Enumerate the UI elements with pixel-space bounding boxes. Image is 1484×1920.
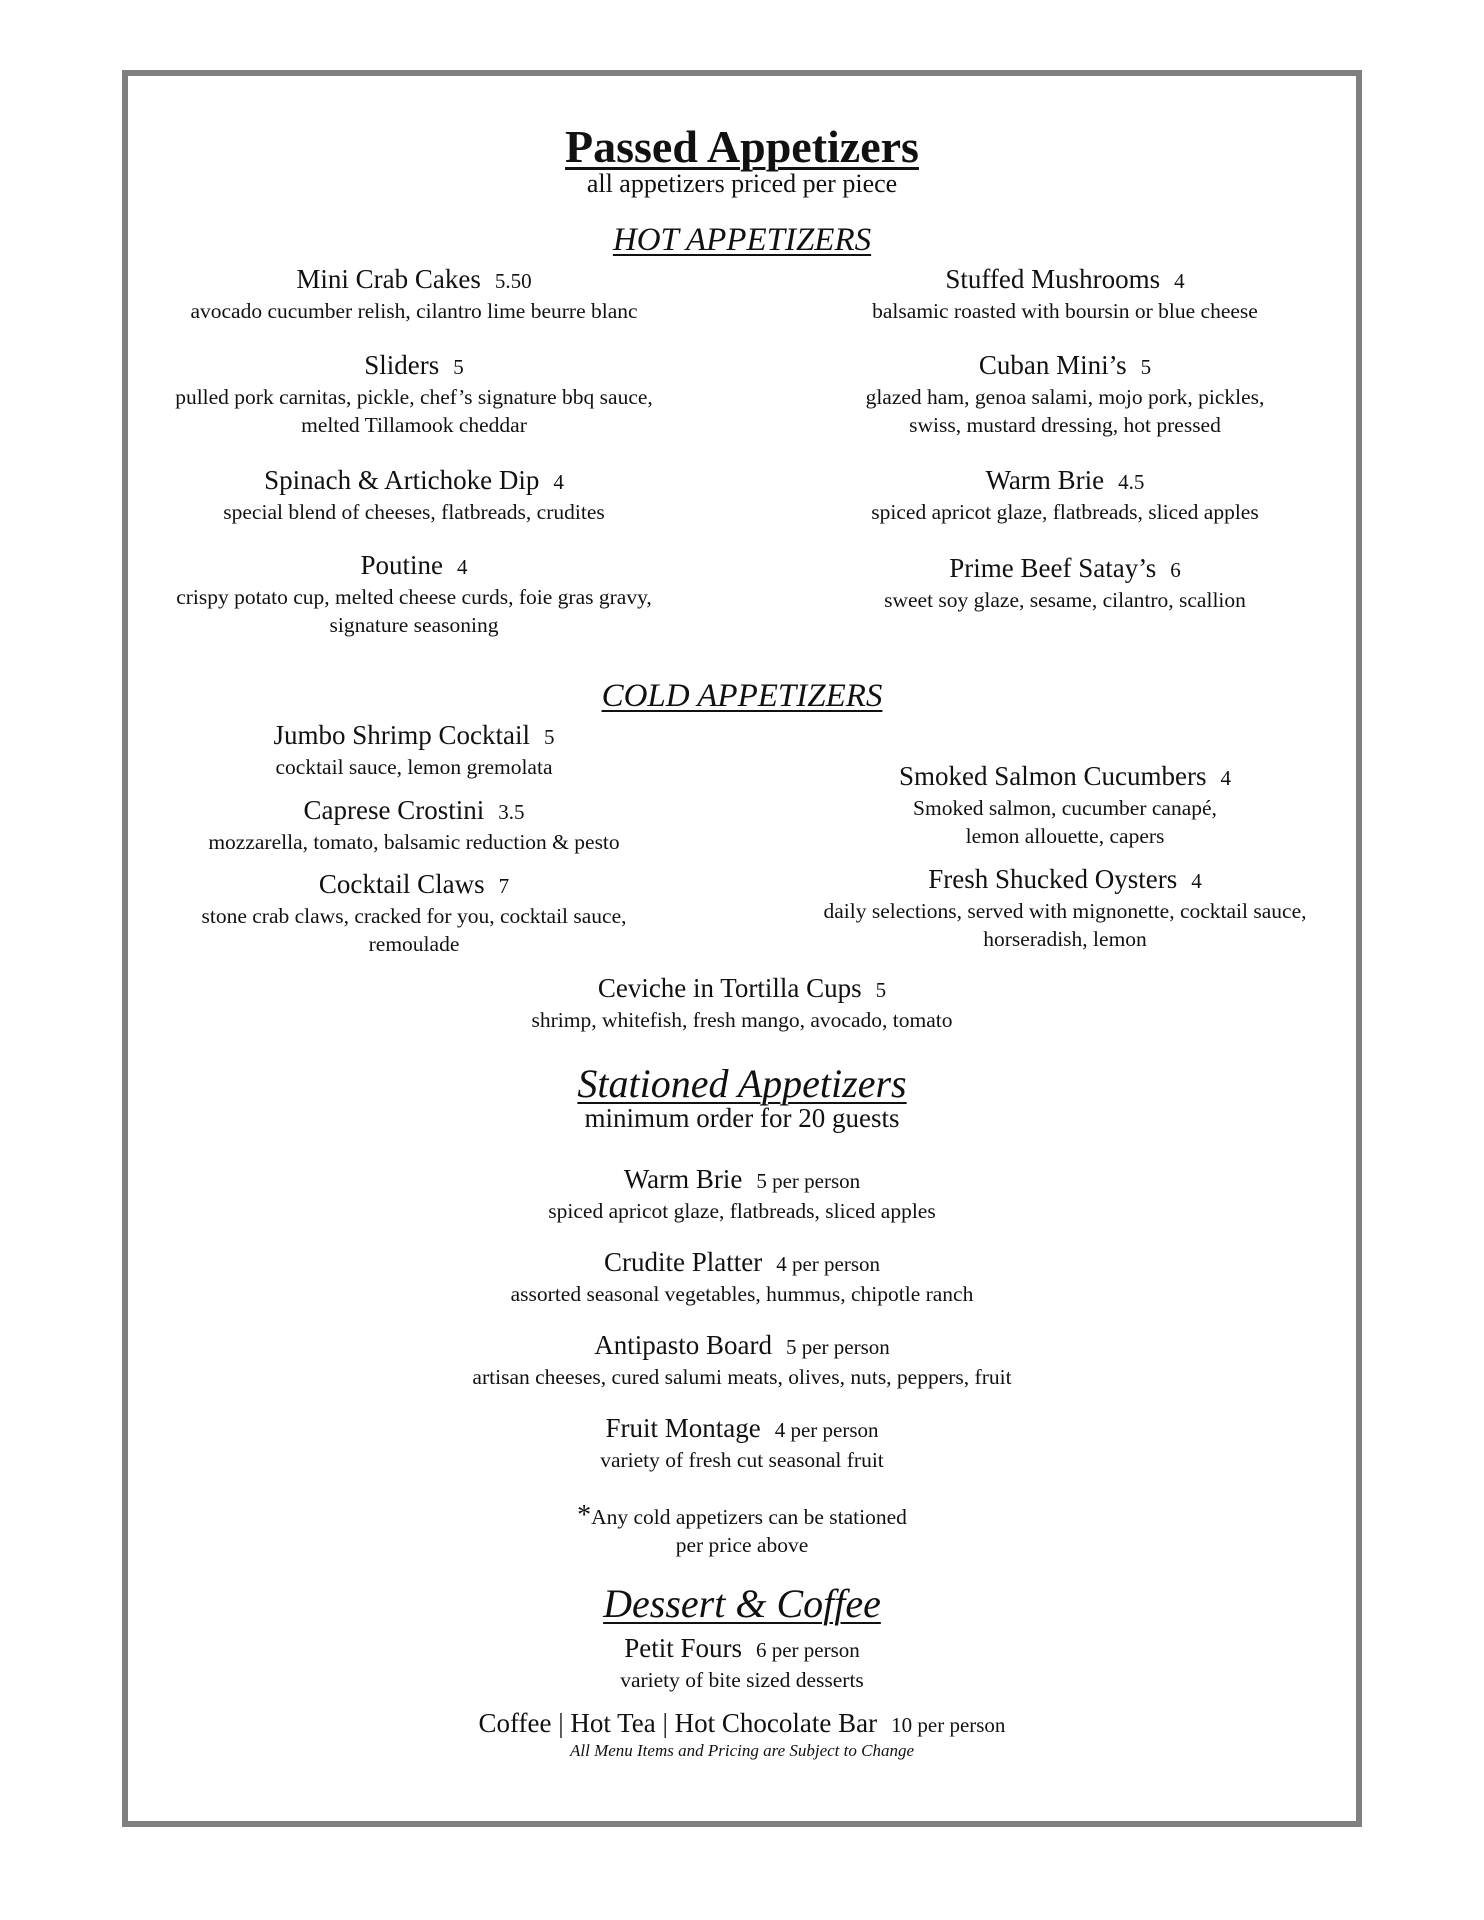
menu-item — [134, 350, 694, 439]
item-price: 5.50 — [494, 269, 532, 293]
note-line: per price above — [675, 1533, 809, 1557]
item-description: signature seasoning — [329, 613, 499, 637]
item-name: Ceviche in Tortilla Cups — [597, 973, 862, 1003]
item-description: Smoked salmon, cucumber canapé, — [913, 796, 1217, 820]
item-name: Smoked Salmon Cucumbers — [899, 761, 1207, 791]
item-description: avocado cucumber relish, cilantro lime beurre blanc — [190, 299, 638, 323]
menu-item — [785, 761, 1345, 850]
item-description: spiced apricot glaze, flatbreads, sliced apples — [871, 500, 1259, 524]
menu-item — [242, 1164, 1242, 1225]
menu-item — [242, 973, 1242, 1034]
dessert-coffee-heading — [242, 1580, 1242, 1627]
page-subtitle: all appetizers priced per piece — [586, 169, 898, 198]
menu-item — [755, 864, 1375, 953]
item-price: 5 — [1140, 355, 1152, 379]
item-price: 4 per person — [774, 1418, 879, 1442]
item-name: Antipasto Board — [594, 1330, 772, 1360]
item-name: Poutine — [360, 550, 443, 580]
stationed-heading-block — [242, 1060, 1242, 1134]
item-description: shrimp, whitefish, fresh mango, avocado, tomato — [531, 1008, 953, 1032]
item-name: Coffee | Hot Tea | Hot Chocolate Bar — [478, 1708, 878, 1738]
item-price: 5 — [544, 725, 555, 749]
item-description: horseradish, lemon — [983, 927, 1147, 951]
item-description: crispy potato cup, melted cheese curds, foie gras gravy, — [176, 585, 652, 609]
item-name: Fruit Montage — [605, 1413, 761, 1443]
item-name: Sliders — [364, 350, 440, 380]
menu-item — [785, 350, 1345, 439]
menu-item — [242, 1247, 1242, 1308]
item-description: cocktail sauce, lemon gremolata — [275, 755, 553, 779]
stationed-note — [242, 1502, 1242, 1559]
item-description: variety of bite sized desserts — [620, 1668, 864, 1692]
item-description: pulled pork carnitas, pickle, chef’s signature bbq sauce, — [175, 385, 653, 409]
item-name: Warm Brie — [623, 1164, 743, 1194]
item-description: mozzarella, tomato, balsamic reduction & pesto — [208, 830, 620, 854]
item-description: variety of fresh cut seasonal fruit — [600, 1448, 884, 1472]
item-price: 6 per person — [755, 1638, 860, 1662]
item-description: sweet soy glaze, sesame, cilantro, scallion — [884, 588, 1246, 612]
item-name: Fresh Shucked Oysters — [928, 864, 1178, 894]
menu-item — [242, 1708, 1242, 1761]
item-price: 5 per person — [785, 1335, 890, 1359]
item-description: daily selections, served with mignonette, cocktail sauce, — [823, 899, 1307, 923]
item-name: Spinach & Artichoke Dip — [264, 465, 540, 495]
item-price: 5 per person — [756, 1169, 861, 1193]
hot-appetizers-heading: HOT APPETIZERS — [612, 222, 872, 258]
item-price: 10 per person — [891, 1713, 1006, 1737]
item-price: 4 per person — [776, 1252, 881, 1276]
item-description: stone crab claws, cracked for you, cocktail sauce, — [201, 904, 627, 928]
menu-item — [134, 869, 694, 958]
menu-item — [785, 264, 1345, 325]
item-name: Warm Brie — [985, 465, 1105, 495]
menu-item — [242, 1633, 1242, 1694]
item-price: 7 — [498, 874, 510, 898]
item-name: Stuffed Mushrooms — [945, 264, 1161, 294]
item-description: swiss, mustard dressing, hot pressed — [909, 413, 1221, 437]
menu-item — [242, 1330, 1242, 1391]
item-name: Crudite Platter — [603, 1247, 763, 1277]
item-description: balsamic roasted with boursin or blue cheese — [872, 299, 1258, 323]
menu-item — [785, 465, 1345, 526]
menu-item — [134, 465, 694, 526]
menu-item — [134, 264, 694, 325]
note-line: Any cold appetizers can be stationed — [591, 1505, 907, 1529]
item-price: 4 — [457, 555, 468, 579]
note-asterisk: * — [577, 1500, 592, 1531]
item-description: spiced apricot glaze, flatbreads, sliced apples — [548, 1199, 936, 1223]
stationed-subtitle: minimum order for 20 guests — [584, 1103, 900, 1133]
item-price: 6 — [1170, 558, 1181, 582]
item-name: Mini Crab Cakes — [296, 264, 481, 294]
menu-item — [134, 795, 694, 856]
item-name: Prime Beef Satay’s — [949, 553, 1157, 583]
item-name: Jumbo Shrimp Cocktail — [273, 720, 530, 750]
menu-header — [242, 120, 1242, 199]
item-name: Caprese Crostini — [303, 795, 485, 825]
menu-item — [785, 553, 1345, 614]
item-name: Cocktail Claws — [318, 869, 485, 899]
menu-item — [134, 720, 694, 781]
item-price: 5 — [453, 355, 464, 379]
page-title: Passed Appetizers — [565, 121, 919, 172]
item-price: 4 — [1191, 869, 1202, 893]
item-name: Cuban Mini’s — [978, 350, 1127, 380]
cold-appetizers-heading: COLD APPETIZERS — [601, 678, 883, 714]
item-price: 5 — [875, 978, 887, 1002]
dessert-heading: Dessert & Coffee — [603, 1581, 881, 1626]
menu-item — [242, 1413, 1242, 1474]
item-price: 4.5 — [1118, 470, 1145, 494]
item-description: glazed ham, genoa salami, mojo pork, pickles, — [865, 385, 1265, 409]
item-description: lemon allouette, capers — [965, 824, 1165, 848]
item-description: melted Tillamook cheddar — [301, 413, 527, 437]
menu-item — [134, 550, 694, 639]
pricing-disclaimer: All Menu Items and Pricing are Subject to Change — [569, 1741, 915, 1760]
item-price: 4 — [1220, 766, 1231, 790]
item-price: 4 — [553, 470, 564, 494]
item-description: assorted seasonal vegetables, hummus, chipotle ranch — [510, 1282, 974, 1306]
item-description: artisan cheeses, cured salumi meats, olives, nuts, peppers, fruit — [472, 1365, 1012, 1389]
item-description: special blend of cheeses, flatbreads, crudites — [223, 500, 605, 524]
stationed-appetizers-heading: Stationed Appetizers — [577, 1061, 907, 1106]
item-name: Petit Fours — [624, 1633, 742, 1663]
item-price: 3.5 — [498, 800, 525, 824]
item-price: 4 — [1174, 269, 1185, 293]
item-description: remoulade — [368, 932, 460, 956]
